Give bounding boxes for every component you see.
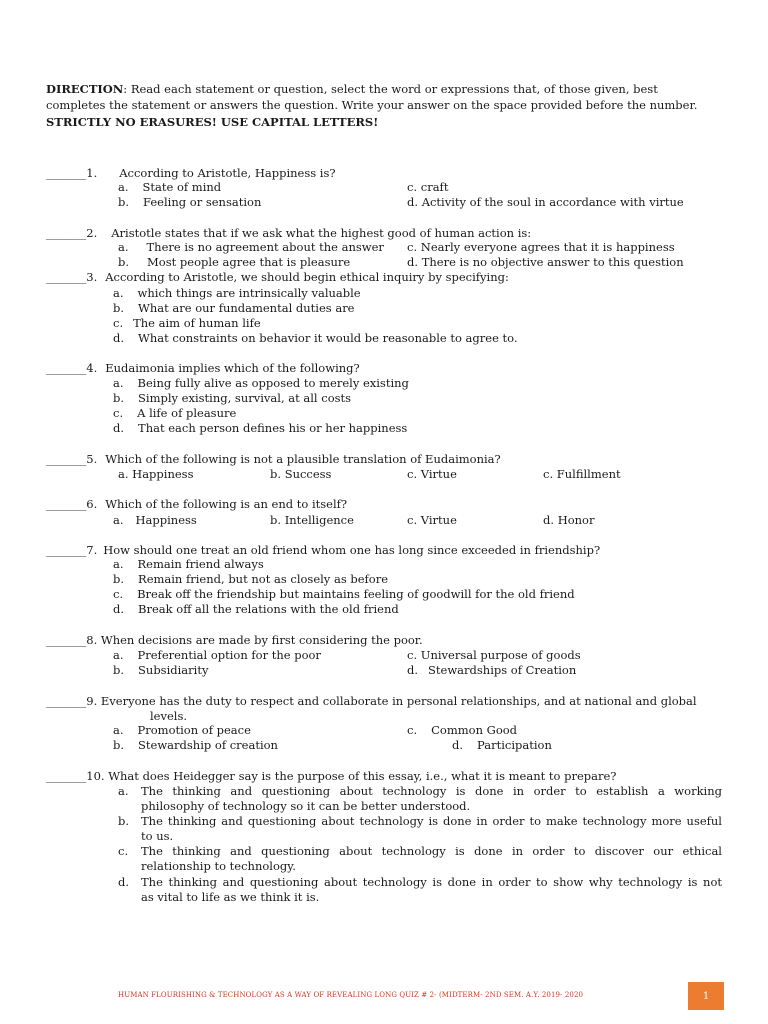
question-text: What does Heidegger say is the purpose of this essay, i.e., what it is meant to prepare?	[108, 769, 617, 783]
choice-6d: d. Honor	[543, 513, 595, 527]
choice-1b: b. Feeling or sensation	[118, 195, 262, 209]
choice-2b: b. Most people agree that is pleasure	[118, 255, 351, 269]
question-text: How should one treat an old friend whom one has long since exceeded in friendship?	[103, 543, 601, 557]
choice-10c-letter: c.	[118, 844, 129, 858]
choice-4b: b. Simply existing, survival, at all costs	[113, 391, 352, 405]
choice-1a: a. State of mind	[118, 180, 222, 194]
choice-8d: d. Stewardships of Creation	[407, 663, 577, 677]
choice-7b: b. Remain friend, but not as closely as before	[113, 572, 389, 586]
question-number: 2.	[86, 226, 98, 240]
strict-notice: STRICTLY NO ERASURES! USE CAPITAL LETTERS!	[46, 115, 379, 129]
question-text: When decisions are made by first considering the poor.	[100, 633, 423, 647]
question-number: 6.	[86, 497, 98, 511]
answer-blank[interactable]: _______	[46, 452, 87, 466]
choice-10b-line1: The thinking and questioning about technology is done in order to make technology more useful	[141, 814, 722, 828]
answer-blank[interactable]: _______	[46, 166, 87, 180]
question-number: 8.	[86, 633, 98, 647]
direction-line-1	[46, 82, 658, 97]
question-text: Which of the following is not a plausible translation of Eudaimonia?	[105, 452, 501, 466]
choice-9a: a. Promotion of peace	[113, 723, 251, 737]
question-text: Aristotle states that if we ask what the highest good of human action is:	[111, 226, 532, 240]
choice-3a: a. which things are intrinsically valuable	[113, 286, 361, 300]
answer-blank[interactable]: _______	[46, 497, 87, 511]
choice-6b: b. Intelligence	[270, 513, 354, 527]
answer-blank[interactable]: _______	[46, 543, 87, 557]
choice-10a-letter: a.	[118, 784, 129, 798]
choice-8a: a. Preferential option for the poor	[113, 648, 321, 662]
choice-6a: a. Happiness	[113, 513, 197, 527]
choice-2d: d. There is no objective answer to this question	[407, 255, 684, 269]
choice-9c: c. Common Good	[407, 723, 518, 737]
question-number: 1.	[86, 166, 98, 180]
choice-9b: b. Stewardship of creation	[113, 738, 278, 752]
choice-5a: a. Happiness	[118, 467, 194, 481]
answer-blank[interactable]: _______	[46, 270, 87, 284]
choice-8c: c. Universal purpose of goods	[407, 648, 581, 662]
choice-10a-line2: philosophy of technology so it can be better understood.	[141, 799, 471, 813]
choice-10d-letter: d.	[118, 875, 130, 889]
choice-10b-letter: b.	[118, 814, 130, 828]
question-text: Which of the following is an end to itself?	[105, 497, 348, 511]
question-8	[46, 633, 423, 648]
question-number: 5.	[86, 452, 98, 466]
footer-text: HUMAN FLOURISHING & TECHNOLOGY AS A WAY OF REVEALING LONG QUIZ # 2- (MIDTERM- 2ND SEM. A.Y. 2019- 2020	[118, 991, 584, 999]
question-9	[46, 694, 697, 709]
choice-10d-line1: The thinking and questioning about technology is done in order to show why technology is not	[141, 875, 722, 889]
choice-1d: d. Activity of the soul in accordance with virtue	[407, 195, 684, 209]
question-1	[46, 166, 336, 181]
choice-5b: b. Success	[270, 467, 332, 481]
choice-7a: a. Remain friend always	[113, 557, 264, 571]
choice-3c: c. The aim of human life	[113, 316, 261, 330]
question-text: Everyone has the duty to respect and collaborate in personal relationships, and at national and global	[100, 694, 697, 708]
choice-5c: c. Virtue	[407, 467, 457, 481]
choice-8b: b. Subsidiarity	[113, 663, 209, 677]
page-number: 1	[688, 982, 724, 1010]
question-number: 3.	[86, 270, 98, 284]
question-text: Eudaimonia implies which of the following?	[105, 361, 360, 375]
question-6	[46, 497, 347, 512]
question-number: 10.	[86, 769, 105, 783]
question-2	[46, 226, 531, 241]
choice-3b: b. What are our fundamental duties are	[113, 301, 355, 315]
choice-10b-line2: to us.	[141, 829, 174, 843]
choice-10a-line1: The thinking and questioning about technology is done in order to establish a working	[141, 784, 722, 798]
question-9-continued: levels.	[150, 709, 188, 723]
answer-blank[interactable]: _______	[46, 633, 87, 647]
choice-10d-line2: as vital to life as we think it is.	[141, 890, 320, 904]
answer-blank[interactable]: _______	[46, 694, 87, 708]
answer-blank[interactable]: _______	[46, 769, 87, 783]
choice-7d: d. Break off all the relations with the old friend	[113, 602, 399, 616]
choice-10c-line1: The thinking and questioning about technology is done in order to discover our ethical	[141, 844, 722, 858]
choice-5d: c. Fulfillment	[543, 467, 621, 481]
choice-9d: d. Participation	[452, 738, 552, 752]
question-number: 7.	[86, 543, 98, 557]
question-3	[46, 270, 509, 285]
choice-7c: c. Break off the friendship but maintains feeling of goodwill for the old friend	[113, 587, 575, 601]
answer-blank[interactable]: _______	[46, 226, 87, 240]
choice-4a: a. Being fully alive as opposed to merely existing	[113, 376, 409, 390]
choice-4c: c. A life of pleasure	[113, 406, 237, 420]
choice-4d: d. That each person defines his or her happiness	[113, 421, 408, 435]
direction-label: DIRECTION	[46, 82, 124, 96]
question-7	[46, 543, 600, 558]
question-number: 4.	[86, 361, 98, 375]
question-number: 9.	[86, 694, 98, 708]
question-4	[46, 361, 360, 376]
choice-10c-line2: relationship to technology.	[141, 859, 296, 873]
choice-6c: c. Virtue	[407, 513, 457, 527]
choice-1c: c. craft	[407, 180, 449, 194]
question-10	[46, 769, 616, 784]
choice-2c: c. Nearly everyone agrees that it is happiness	[407, 240, 675, 254]
question-text: According to Aristotle, we should begin ethical inquiry by specifying:	[105, 270, 509, 284]
question-text: According to Aristotle, Happiness is?	[119, 166, 336, 180]
answer-blank[interactable]: _______	[46, 361, 87, 375]
direction-line-2: completes the statement or answers the question. Write your answer on the space provided before the number.	[46, 98, 698, 112]
choice-3d: d. What constraints on behavior it would be reasonable to agree to.	[113, 331, 518, 345]
question-5	[46, 452, 501, 467]
choice-2a: a. There is no agreement about the answer	[118, 240, 384, 254]
direction-text: : Read each statement or question, select the word or expressions that, of those given, best	[123, 82, 658, 96]
